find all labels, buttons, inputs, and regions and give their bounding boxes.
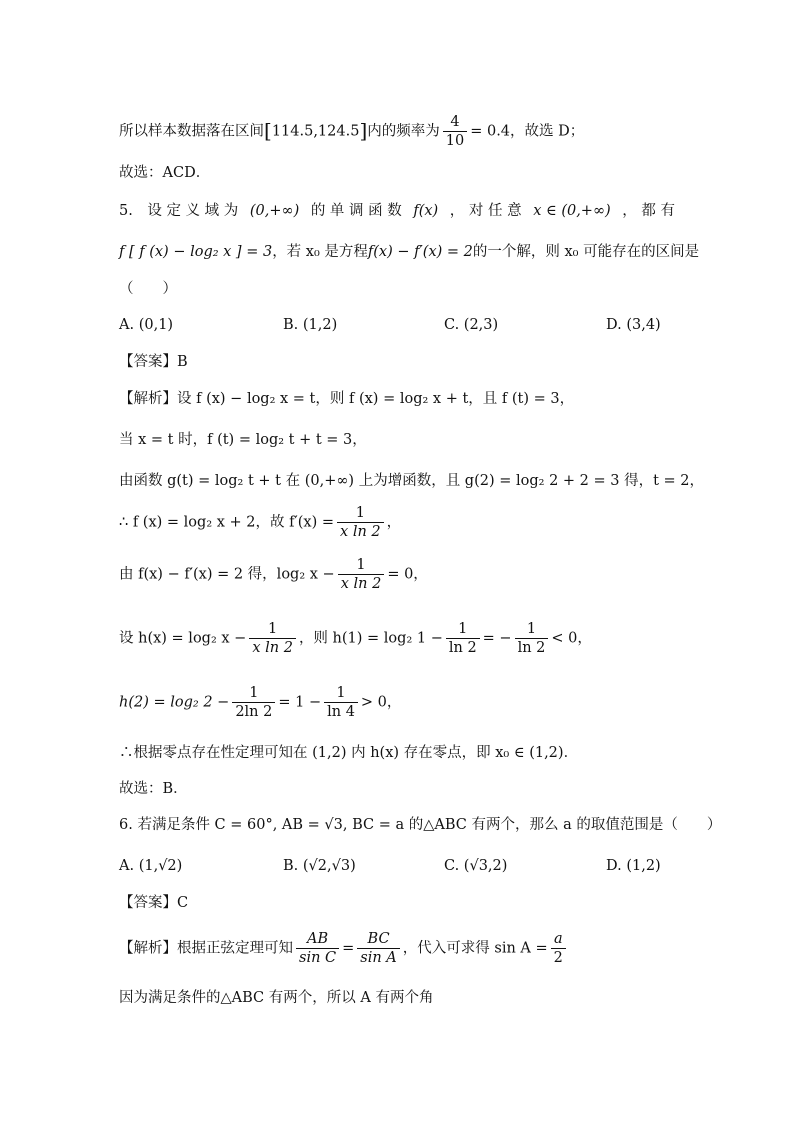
q5-option-c — [444, 315, 498, 335]
option-label: A. — [119, 858, 135, 874]
analysis-tag: 【解析】 — [119, 940, 177, 957]
option-label: A. — [119, 317, 135, 333]
fraction — [296, 930, 339, 967]
text: ，则 h(1) = log₂ 1 − — [298, 630, 443, 647]
option-value: (1,2) — [302, 317, 338, 333]
equals: = — [342, 940, 355, 957]
denominator: sin C — [299, 950, 337, 966]
answer-value: C — [177, 895, 189, 911]
q5-paren: （ ） — [119, 281, 177, 297]
fraction — [337, 504, 384, 541]
text: > 0， — [360, 694, 402, 711]
denominator: 2ln 2 — [235, 704, 273, 720]
text: ， 对 任 意 — [449, 203, 522, 219]
denominator: ln 2 — [517, 640, 546, 656]
fraction — [551, 930, 566, 967]
q5-stem-line1 — [119, 201, 675, 221]
q5-option-d — [606, 315, 661, 335]
q5-analysis-4 — [119, 504, 401, 541]
q5-analysis-3: 由函数 g(t) = log₂ t + t 在 (0,+∞) 上为增函数，且 g(2) = log₂ 2 + 2 = 3 得，t = 2， — [119, 473, 705, 489]
math: f [ f (x) − log₂ x ] = 3 — [119, 244, 273, 260]
numerator: 1 — [446, 620, 480, 639]
q6-analysis-1 — [119, 930, 569, 967]
q6-option-d — [606, 856, 661, 876]
q4-frequency-line — [119, 113, 584, 150]
option-label: C. — [444, 858, 460, 874]
text: = 1 − — [278, 694, 322, 711]
text: 由 f(x) − f′(x) = 2 得，log₂ x − — [119, 566, 335, 583]
answer-tag: 【答案】 — [119, 354, 177, 370]
numerator: 4 — [443, 113, 467, 132]
interval: 114.5,124.5 — [271, 123, 360, 140]
text: ，故选 D； — [510, 123, 585, 140]
analysis-tag: 【解析】 — [119, 391, 177, 407]
numerator: 1 — [232, 684, 275, 703]
numerator: AB — [296, 930, 339, 949]
text: 设 h(x) = log₂ x − — [119, 630, 247, 647]
fraction — [249, 620, 296, 657]
fraction — [232, 684, 275, 721]
numerator: 1 — [337, 504, 384, 523]
text: ∴ f (x) = log₂ x + 2，故 f′(x) = — [119, 514, 335, 531]
q5-analysis-5 — [119, 556, 428, 593]
text: = − — [482, 630, 512, 647]
fraction — [338, 556, 385, 593]
option-value: (1,2) — [626, 858, 661, 874]
text: = 0， — [387, 566, 428, 583]
bracket-right: ] — [359, 118, 368, 143]
numerator: 1 — [515, 620, 549, 639]
option-label: D. — [606, 317, 622, 333]
numerator: 1 — [249, 620, 296, 639]
numerator: 1 — [324, 684, 358, 703]
option-value: (√2,√3) — [302, 858, 356, 874]
denominator: 10 — [445, 133, 465, 149]
q5-stem-line2 — [119, 242, 699, 262]
math: (0,+∞) — [249, 203, 300, 219]
q5-analysis-2: 当 x = t 时，f (t) = log₂ t + t = 3， — [119, 432, 367, 448]
q5-analysis-1 — [119, 389, 574, 409]
q5-analysis-8: ∴根据零点存在性定理可知在 (1,2) 内 h(x) 存在零点，即 x₀ ∈ (1,2)． — [119, 745, 579, 761]
text: 根据正弦定理可知 — [177, 940, 293, 957]
q6-option-a — [119, 856, 182, 876]
q4-conclusion: 故选：ACD． — [119, 165, 211, 181]
text: ， 都 有 — [622, 203, 675, 219]
q6-option-c — [444, 856, 507, 876]
numerator: 1 — [338, 556, 385, 575]
q5-analysis-9: 故选：B． — [119, 781, 188, 797]
answer-tag: 【答案】 — [119, 895, 177, 911]
denominator: x ln 2 — [252, 640, 293, 656]
q5-analysis-6 — [119, 620, 592, 657]
option-label: B. — [283, 858, 299, 874]
fraction — [515, 620, 549, 657]
denominator: ln 4 — [327, 704, 355, 720]
numerator: BC — [357, 930, 400, 949]
text: ，代入可求得 sin A = — [402, 940, 548, 957]
option-label: C. — [444, 317, 460, 333]
option-value: (0,1) — [138, 317, 174, 333]
text: ， — [386, 514, 402, 531]
text: 5. 设 定 义 域 为 — [119, 203, 239, 219]
text: 内的频率为 — [367, 123, 440, 140]
text: ，若 x₀ 是方程 — [272, 244, 368, 260]
text: 设 f (x) − log₂ x = t，则 f (x) = log₂ x + t，且 f (t) = 3， — [177, 391, 575, 407]
q6-analysis-2: 因为满足条件的△ABC 有两个，所以 A 有两个角 — [119, 990, 434, 1006]
denominator: x ln 2 — [340, 524, 381, 540]
option-value: (1,√2) — [138, 858, 183, 874]
fraction — [446, 620, 480, 657]
option-label: B. — [283, 317, 299, 333]
fraction — [324, 684, 358, 721]
option-value: (3,4) — [626, 317, 661, 333]
q5-answer — [119, 352, 188, 372]
q5-option-a — [119, 315, 173, 335]
text: 的一个解，则 x₀ 可能存在的区间是 — [472, 244, 700, 260]
answer-value: B — [177, 354, 188, 370]
text: 所以样本数据落在区间 — [119, 123, 264, 140]
bracket-left: [ — [264, 118, 272, 143]
equation: = 0.4 — [470, 123, 511, 140]
math: h(2) = log₂ 2 − — [119, 694, 230, 711]
math: x ∈ (0,+∞) — [533, 203, 611, 219]
text: 的 单 调 函 数 — [310, 203, 402, 219]
denominator: 2 — [553, 950, 563, 966]
fraction — [357, 930, 400, 967]
option-value: (√3,2) — [463, 858, 508, 874]
denominator: sin A — [360, 950, 397, 966]
fraction — [443, 113, 467, 150]
option-label: D. — [606, 858, 622, 874]
q5-analysis-7 — [119, 684, 401, 721]
q6-option-b — [283, 856, 356, 876]
text: < 0， — [551, 630, 592, 647]
denominator: ln 2 — [448, 640, 477, 656]
math: f(x) — [413, 203, 439, 219]
math: f(x) − f′(x) = 2 — [367, 244, 473, 260]
q6-answer — [119, 893, 188, 913]
denominator: x ln 2 — [340, 576, 382, 592]
numerator: a — [551, 930, 566, 949]
q5-option-b — [283, 315, 337, 335]
q6-stem: 6. 若满足条件 C = 60°, AB = √3, BC = a 的△ABC 有两个，那么 a 的取值范围是（ ） — [119, 817, 722, 833]
option-value: (2,3) — [463, 317, 499, 333]
